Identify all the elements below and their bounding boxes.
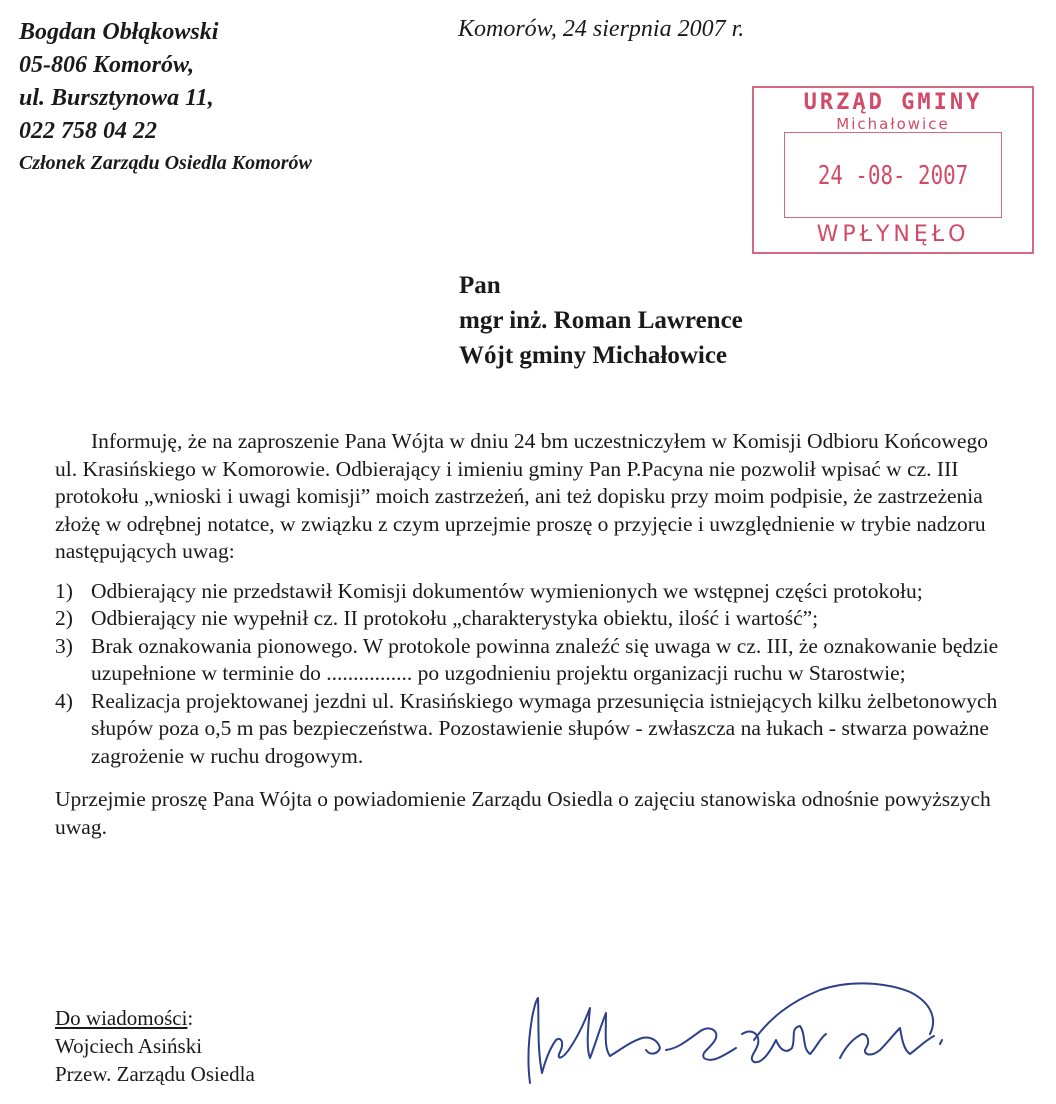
cc-block <box>55 1004 255 1088</box>
item-text: Realizacja projektowanej jezdni ul. Krasińskiego wymaga przesunięcia istniejących kilku żelbetonowych słupów poza o,5 m pas bezpieczeństwa. Pozostawienie słupów - zwłaszcza na łukach - stwarza poważne zagrożenie w ruchu drogowym. <box>91 688 998 768</box>
sender-street: ul. Bursztynowa 11, <box>19 85 214 111</box>
received-stamp <box>752 86 1034 254</box>
sender-block <box>19 16 312 178</box>
cc-title: Przew. Zarządu Osiedla <box>55 1062 255 1086</box>
stamp-date-box <box>784 132 1002 218</box>
item-text: Odbierający nie przedstawił Komisji dokumentów wymienionych we wstępnej części protokołu; <box>91 578 923 603</box>
letter-body <box>55 428 1005 841</box>
sender-postal: 05-806 Komorów, <box>19 52 195 78</box>
item-text: Odbierający nie wypełnił cz. II protokołu „charakterystyka obiektu, ilość i wartość”; <box>91 606 819 630</box>
date-line: Komorów, 24 sierpnia 2007 r. <box>458 16 745 42</box>
list-item <box>55 578 1005 606</box>
stamp-date: 24 -08- 2007 <box>817 161 969 191</box>
cc-heading: Do wiadomości <box>55 1006 188 1030</box>
remarks-list <box>55 578 1005 771</box>
signature <box>490 978 980 1098</box>
stamp-office: URZĄD GMINY <box>803 90 983 115</box>
sender-role: Członek Zarządu Osiedla Komorów <box>19 152 312 174</box>
item-number: 1) <box>55 578 73 603</box>
recipient-salutation: Pan <box>459 272 501 299</box>
sender-phone: 022 758 04 22 <box>19 118 157 144</box>
cc-colon: : <box>187 1006 194 1030</box>
recipient-block <box>459 268 743 373</box>
recipient-title: Wójt gminy Michałowice <box>459 342 728 369</box>
stamp-place: Michałowice <box>836 115 950 133</box>
stamp-received: WPŁYNĘŁO <box>816 222 970 247</box>
cc-name: Wojciech Asiński <box>55 1034 203 1058</box>
item-number: 2) <box>55 606 73 630</box>
closing-paragraph: Uprzejmie proszę Pana Wójta o powiadomienie Zarządu Osiedla o zajęciu stanowiska odnośnie powyższych uwag. <box>55 787 991 839</box>
item-number: 3) <box>55 633 73 658</box>
list-item <box>55 633 1005 688</box>
recipient-name: mgr inż. Roman Lawrence <box>459 307 743 334</box>
intro-paragraph: Informuję, że na zaproszenie Pana Wójta w dniu 24 bm uczestniczyłem w Komisji Odbioru Końcowego ul. Krasińskiego w Komorowie. Odbierający i imieniu gminy Pan P.Pacyna nie pozwolił wpisać w cz. III protokołu „wnioski i uwagi komisji” moich zastrzeżeń, ani też dopisku przy moim podpisie, że zastrzeżenia złożę w odrębnej notatce, w związku z czym uprzejmie proszę o przyjęcie i uwzględnienie w trybie nadzoru następujących uwag: <box>55 429 988 563</box>
item-number: 4) <box>55 688 73 713</box>
list-item <box>55 688 1005 771</box>
item-text: Brak oznakowania pionowego. W protokole powinna znaleźć się uwaga w cz. III, że oznakowanie będzie uzupełnione w terminie do ................ po uzgodnieniu projektu organizacji ruchu w Starostwie; <box>91 633 999 685</box>
sender-name: Bogdan Obłąkowski <box>19 19 219 45</box>
list-item <box>55 605 1005 633</box>
